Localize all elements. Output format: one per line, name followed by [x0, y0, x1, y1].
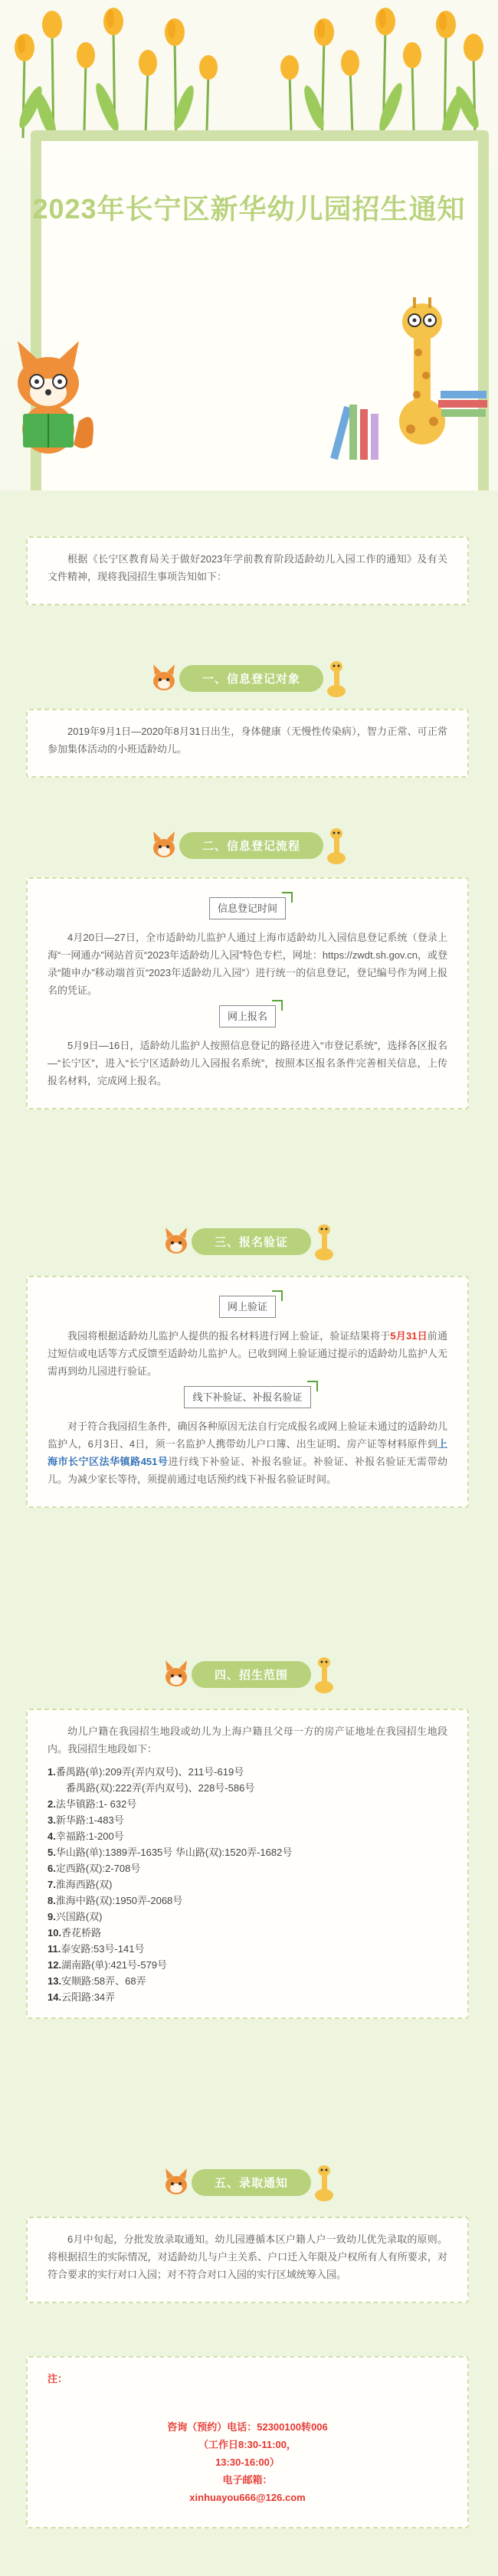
section-1-card [26, 709, 469, 778]
email-link[interactable]: xinhuayou666@126.com [189, 2492, 306, 2503]
fox-icon [149, 830, 179, 860]
subheading-online-application: 网上报名 [219, 1005, 276, 1027]
online-application-text: 5月9日—16日，适龄幼儿监护人按照信息登记的路径进入“市登记系统”，选择各区报名—“长宁区”，进入“长宁区适龄幼儿入园报名系统”，按照本区报名条件完善相关信息，上传报名材料，完成网上报名。 [48, 1040, 447, 1086]
section-heading-3 [0, 1218, 498, 1264]
giraffe-small-icon [311, 1655, 337, 1693]
books-stack-right-icon [437, 383, 490, 429]
address-list-item [48, 1941, 447, 1957]
online-verification-text-b: 前通过短信或电话等方式反馈至适龄幼儿监护人。已收到网上验证通过提示的适龄幼儿监护人无需再到幼儿园进行验证。 [48, 1330, 447, 1377]
phone-line: 咨询（预约）电话：52300100转006 [167, 2421, 328, 2433]
hours-line-1: （工作日8:30-11:00， [198, 2439, 297, 2450]
address-list-item [48, 1780, 447, 1796]
online-verification-text [48, 1327, 447, 1380]
address-item-number: 10. [48, 1927, 62, 1939]
fox-icon [161, 1659, 192, 1689]
address-item-text: 番禺路(双):222弄(弄内双号)、228号-586号 [66, 1782, 255, 1794]
address-highlight: 上海市长宁区法华镇路451号 [48, 1438, 447, 1467]
section-label: 三、报名验证 [192, 1228, 311, 1255]
admission-notice-text: 6月中旬起，分批发放录取通知。幼儿园遵循本区户籍人户一致幼儿优先录取的原则。将根据招生的实际情况，对适龄幼儿与户主关系、户口迁入年限及户权所有人有所要求，对符合要求的实行对口入园；对不符合对口入园的实行区域统筹入园。 [48, 2234, 447, 2280]
address-item-number: 6. [48, 1863, 56, 1874]
address-list-item [48, 1973, 447, 1989]
address-item-text: 番禺路(单):209弄(弄内双号)、211号-619号 [55, 1766, 244, 1778]
section-4-card [26, 1709, 469, 2019]
section-1-text: 2019年9月1日—2020年8月31日出生，身体健康（无慢性传染病），智力正常、可正常参加集体活动的小班适龄幼儿。 [48, 726, 447, 755]
section-5-card [26, 2217, 469, 2303]
section-heading-1 [0, 655, 498, 701]
address-item-number: 1. [48, 1766, 56, 1778]
address-list-item [48, 1860, 447, 1876]
address-list-item [48, 1876, 447, 1893]
address-list-item [48, 1828, 447, 1844]
fox-icon [161, 2167, 192, 2197]
subheading-online-verification: 网上验证 [219, 1296, 276, 1318]
header-banner [0, 0, 498, 490]
subheading-registration-time: 信息登记时间 [209, 897, 286, 919]
note-label: 注： [48, 2373, 68, 2384]
enrollment-scope-intro: 幼儿户籍在我园招生地段或幼儿为上海户籍且父母一方的房产证地址在我园招生地段内。我园招生地段如下： [48, 1726, 447, 1755]
section-label: 二、信息登记流程 [179, 832, 323, 859]
address-item-number: 7. [48, 1879, 56, 1890]
address-item-text: 新华路:1-483号 [55, 1814, 124, 1826]
address-item-text: 香花桥路 [61, 1927, 102, 1939]
offline-verification-text-a: 对于符合我园招生条件，确因各种原因无法自行完成报名或网上验证未通过的适龄幼儿监护人，6月3日、4日，须一名监护人携带幼儿户口簿、出生证明、房产证等材料原件到 [48, 1421, 447, 1450]
address-list-item [48, 1796, 447, 1812]
address-list-item [48, 1764, 447, 1780]
address-list-item [48, 1989, 447, 2005]
address-list-item [48, 1957, 447, 1973]
section-3-card [26, 1276, 469, 1508]
address-item-text: 云阳路:34弄 [61, 1991, 116, 2003]
address-item-number: 9. [48, 1911, 56, 1922]
address-item-number: 13. [48, 1975, 62, 1987]
page-title: 2023年长宁区新华幼儿园招生通知 [32, 193, 466, 224]
giraffe-small-icon [311, 1222, 337, 1260]
address-list-item [48, 1844, 447, 1860]
intro-text: 根据《长宁区教育局关于做好2023年学前教育阶段适龄幼儿入园工作的通知》及有关文件精神，现将我园招生事项告知如下： [48, 553, 447, 582]
section-heading-2 [0, 822, 498, 868]
deadline-highlight: 5月31日 [390, 1330, 428, 1342]
address-item-number: 8. [48, 1895, 56, 1906]
section-heading-4 [0, 1651, 498, 1697]
address-item-number: 11. [48, 1943, 61, 1955]
online-verification-text-a: 我园将根据适龄幼儿监护人提供的报名材料进行网上验证，验证结果将于 [67, 1330, 391, 1342]
address-item-text: 泰安路:53号-141号 [61, 1943, 145, 1955]
hours-line-2: 13:30-16:00） [215, 2456, 280, 2468]
address-list [48, 1764, 447, 2005]
address-item-number: 2. [48, 1798, 56, 1810]
section-2-card [26, 877, 469, 1109]
fox-icon [149, 663, 179, 693]
subheading-offline-verification: 线下补验证、补报名验证 [184, 1386, 310, 1408]
address-item-text: 定西路(双):2-708号 [55, 1863, 141, 1874]
address-item-text: 湖南路(单):421号-579号 [61, 1959, 168, 1971]
fox-icon [161, 1226, 192, 1257]
address-item-number: 3. [48, 1814, 56, 1826]
offline-verification-text [48, 1417, 447, 1488]
section-label: 五、录取通知 [192, 2169, 311, 2196]
address-item-number: 14. [48, 1991, 62, 2003]
address-item-number: 5. [48, 1847, 56, 1858]
address-item-text: 兴国路(双) [55, 1911, 103, 1922]
giraffe-small-icon [311, 2163, 337, 2201]
registration-time-text: 4月20日—27日，全市适龄幼儿监护人通过上海市适龄幼儿入园信息登记系统（登录上海“一网通办”网站首页“2023年适龄幼儿入园”特色专栏，网址：https://zwdt.sh.gov.cn，或登录“随申办”移动端首页“2023年适龄幼儿入园”）进行统一的信息登记，登记编号作为网上报名的凭证。 [48, 932, 447, 996]
giraffe-small-icon [323, 826, 349, 864]
address-list-item [48, 1909, 447, 1925]
giraffe-icon [388, 291, 464, 460]
address-item-number: 4. [48, 1830, 56, 1842]
address-list-item [48, 1812, 447, 1828]
address-item-text: 淮海中路(双):1950弄-2068号 [55, 1895, 183, 1906]
fox-reading-icon [6, 337, 98, 460]
contact-card [26, 2356, 469, 2528]
intro-card [26, 536, 469, 605]
giraffe-small-icon [323, 659, 349, 697]
section-heading-5 [0, 2159, 498, 2205]
address-list-item [48, 1893, 447, 1909]
address-item-number: 12. [48, 1959, 62, 1971]
address-item-text: 安顺路:58弄、68弄 [61, 1975, 146, 1987]
address-item-text: 幸福路:1-200号 [55, 1830, 124, 1842]
address-item-text: 淮海西路(双) [55, 1879, 113, 1890]
books-icon [329, 398, 398, 467]
address-list-item [48, 1925, 447, 1941]
offline-verification-text-b: 进行线下补验证、补报名验证。补验证、补报名验证无需带幼儿。为减少家长等待，须提前通过电话预约线下补报名验证时间。 [48, 1456, 447, 1485]
section-label: 一、信息登记对象 [179, 665, 323, 692]
address-item-text: 华山路(单):1389弄-1635号 华山路(双):1520弄-1682号 [55, 1847, 293, 1858]
email-label: 电子邮箱： [222, 2474, 273, 2486]
address-item-text: 法华镇路:1- 632号 [55, 1798, 137, 1810]
section-label: 四、招生范围 [192, 1661, 311, 1688]
